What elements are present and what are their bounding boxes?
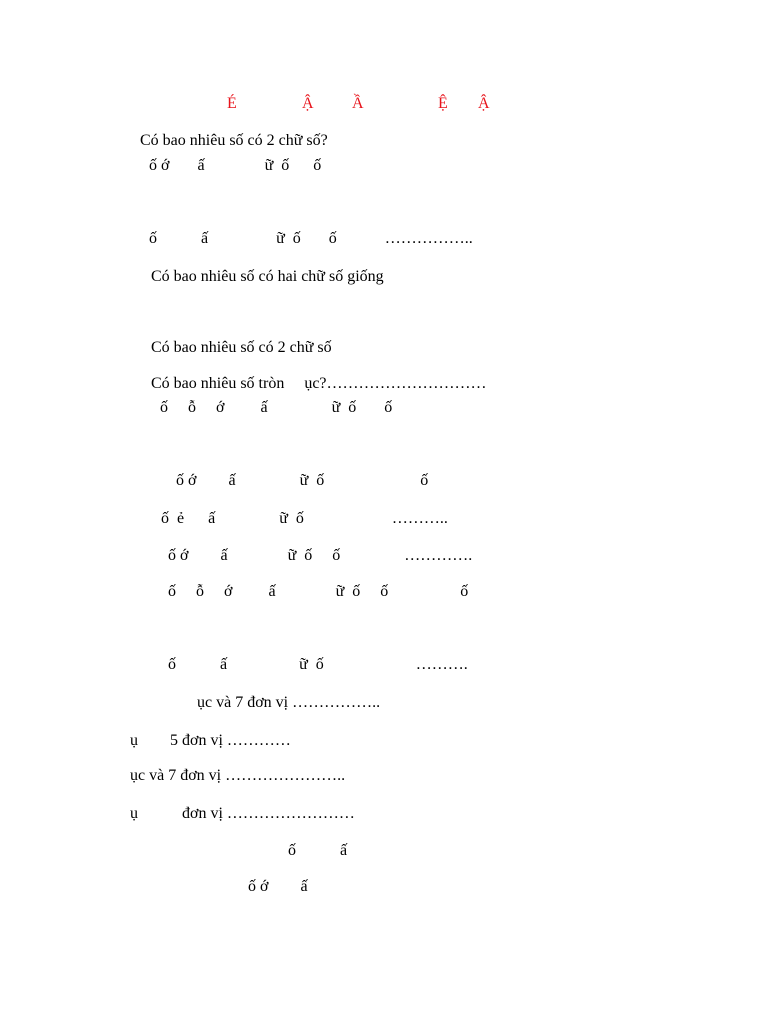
question-line: Có bao nhiêu số tròn ục?………………………… xyxy=(151,375,487,392)
fill-in-line: ụ 5 đơn vị ………… xyxy=(130,732,291,749)
fill-in-line: ục và 7 đơn vị ………………….. xyxy=(130,767,346,784)
fill-in-line: ố ẻ ấ ữ ố ……….. xyxy=(161,510,448,527)
fragment-line: ố ớ ấ ữ ố ố xyxy=(176,472,429,489)
fragment-line: ố ớ ấ xyxy=(248,878,308,895)
title-glyph: Ậ xyxy=(478,95,490,112)
fragment-line: ố ấ xyxy=(288,842,348,859)
question-line: Có bao nhiêu số có hai chữ số giống xyxy=(151,268,384,285)
fill-in-line: ố ớ ấ ữ ố ố …………. xyxy=(168,547,473,564)
title-glyph: Ậ xyxy=(302,95,314,112)
fragment-line: ố ỗ ớ ấ ữ ố ố ố xyxy=(168,583,469,600)
fill-in-line: ục và 7 đơn vị …………….. xyxy=(197,694,381,711)
title-glyph: Ệ xyxy=(438,95,448,112)
title-glyph: É xyxy=(227,95,237,112)
fill-in-line: ố ấ ữ ố ………. xyxy=(168,656,468,673)
fill-in-line: ụ đơn vị …………………… xyxy=(130,805,355,822)
question-line: Có bao nhiêu số có 2 chữ số? xyxy=(140,132,328,149)
fragment-line: ố ỗ ớ ấ ữ ố ố xyxy=(160,399,393,416)
fill-in-line: ố ấ ữ ố ố …………….. xyxy=(149,230,473,247)
question-line: Có bao nhiêu số có 2 chữ số xyxy=(151,339,332,356)
fragment-line: ố ớ ấ ữ ố ố xyxy=(149,157,322,174)
title-glyph: Ầ xyxy=(352,95,364,112)
